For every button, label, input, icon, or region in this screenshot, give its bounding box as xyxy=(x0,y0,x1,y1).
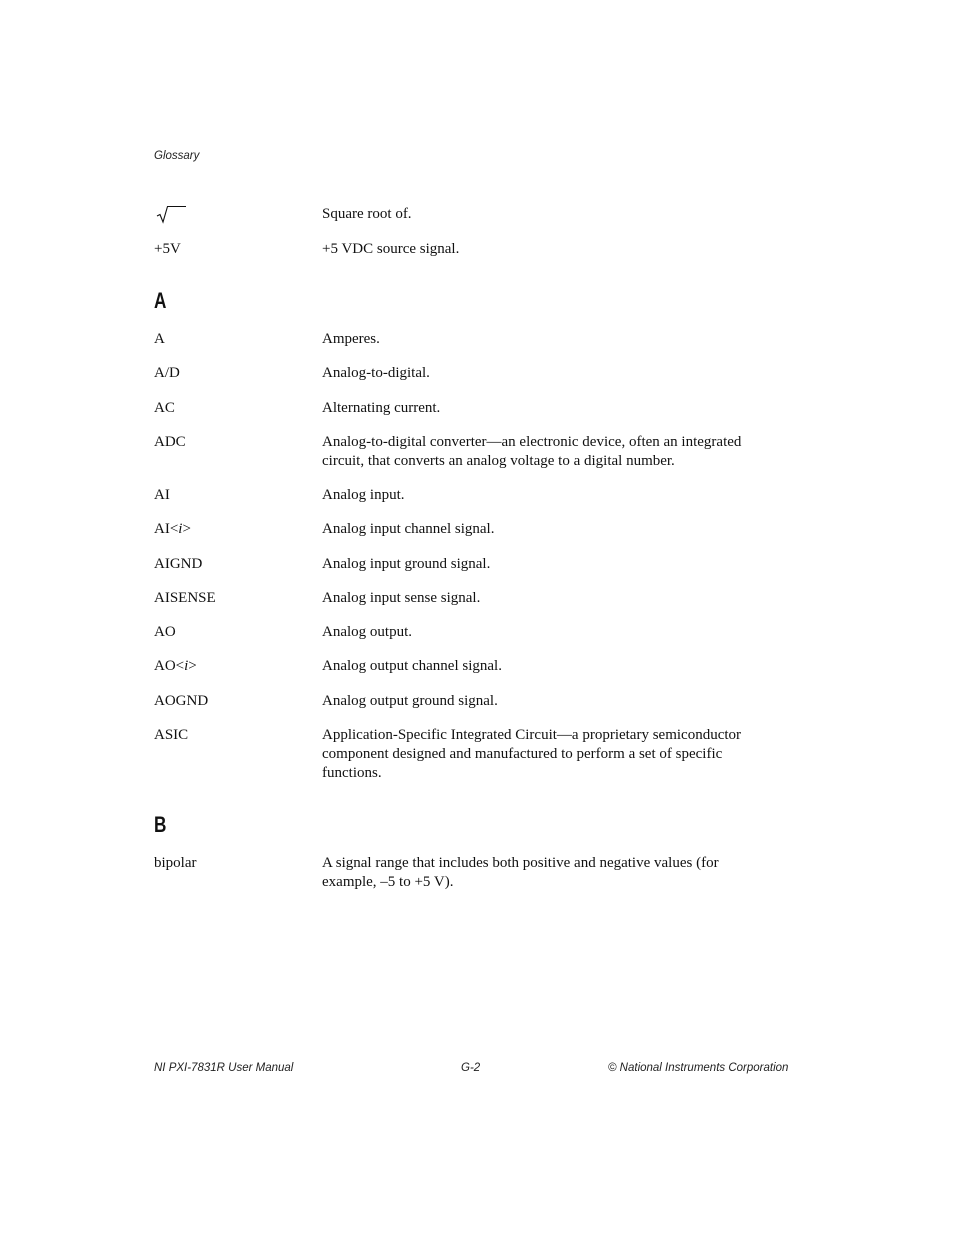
section-letter-a: A xyxy=(154,288,167,313)
glossary-definition: Analog input sense signal. xyxy=(322,590,481,606)
footer-copyright: © National Instruments Corporation xyxy=(608,1062,789,1074)
glossary-definition: Application-Specific Integrated Circuit—a proprietary semiconductor component designed and manufactured to perform a set of specific functions. xyxy=(322,727,742,781)
glossary-definition: Square root of. xyxy=(322,206,412,222)
term-prefix: AI< xyxy=(154,521,179,537)
glossary-term: AOGND xyxy=(154,693,209,709)
section-letter-b: B xyxy=(154,812,167,837)
term-italic: i xyxy=(178,521,183,537)
term-suffix: > xyxy=(188,658,197,674)
glossary-definition: Alternating current. xyxy=(322,400,441,416)
glossary-definition: Analog-to-digital converter—an electronic device, often an integrated circuit, that converts an analog voltage to a digital number. xyxy=(322,434,742,469)
glossary-term: ADC xyxy=(154,434,186,450)
glossary-definition: Analog output. xyxy=(322,624,412,640)
glossary-definition: Analog output ground signal. xyxy=(322,693,498,709)
term-italic: i xyxy=(184,658,189,674)
glossary-definition: Analog input. xyxy=(322,487,405,503)
glossary-definition: +5 VDC source signal. xyxy=(322,241,460,257)
glossary-term: A/D xyxy=(154,365,180,381)
footer-manual-title: NI PXI-7831R User Manual xyxy=(154,1062,294,1074)
glossary-term: AO xyxy=(154,624,176,640)
glossary-definition: Analog input channel signal. xyxy=(322,521,495,537)
glossary-term: ASIC xyxy=(154,727,189,743)
glossary-term: bipolar xyxy=(154,855,197,871)
glossary-definition: Analog-to-digital. xyxy=(322,365,430,381)
term-prefix: AO< xyxy=(154,658,185,674)
glossary-definition: Analog output channel signal. xyxy=(322,658,502,674)
glossary-definition: Amperes. xyxy=(322,331,380,347)
term-suffix: > xyxy=(182,521,191,537)
glossary-term: AI xyxy=(154,487,170,503)
glossary-term: +5V xyxy=(154,241,181,257)
running-head: Glossary xyxy=(154,150,200,162)
glossary-term xyxy=(154,520,191,539)
glossary-term: AIGND xyxy=(154,556,203,572)
glossary-term: AC xyxy=(154,400,175,416)
glossary-term: AISENSE xyxy=(154,590,216,606)
footer-page-number: G-2 xyxy=(461,1062,481,1074)
glossary-term xyxy=(154,657,197,676)
glossary-definition: A signal range that includes both positive and negative values (for example, –5 to +5 V). xyxy=(322,855,719,890)
square-root-icon xyxy=(155,205,189,231)
glossary-definition: Analog input ground signal. xyxy=(322,556,491,572)
glossary-term: A xyxy=(154,331,165,347)
